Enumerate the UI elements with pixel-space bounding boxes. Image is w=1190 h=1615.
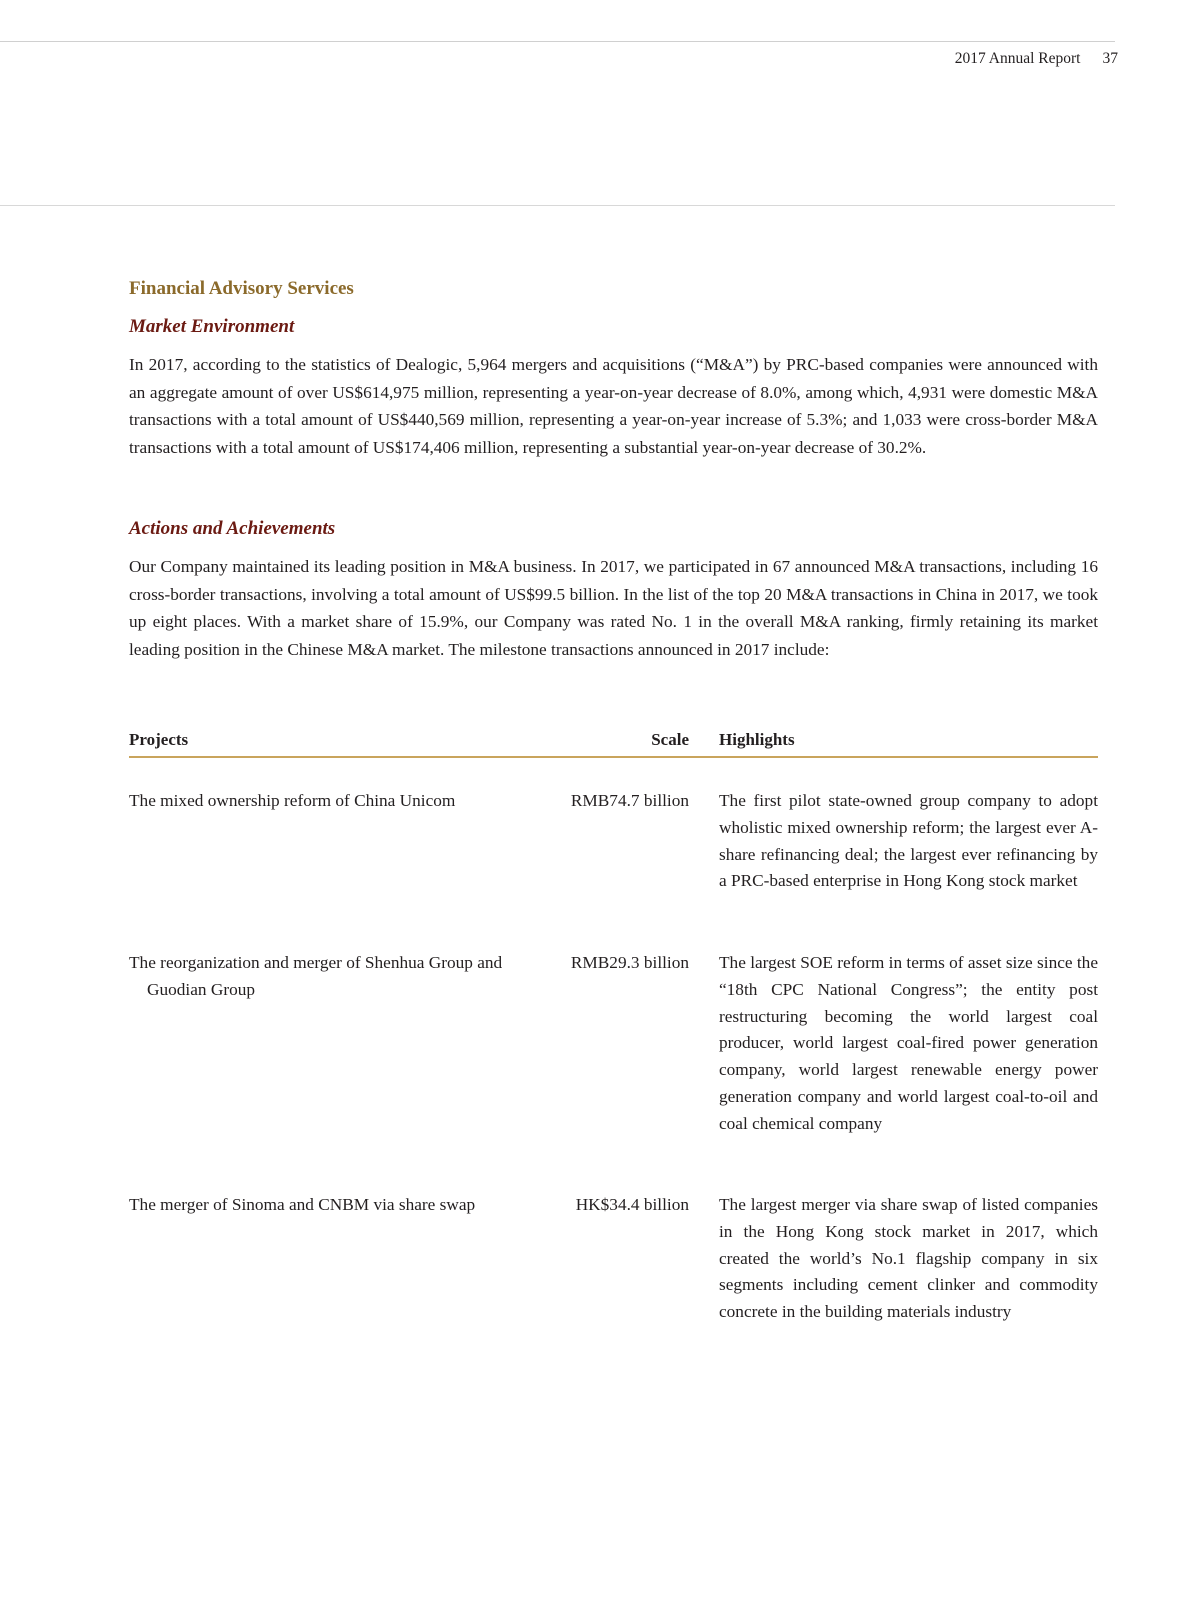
table-header-rule xyxy=(129,756,1098,758)
top-divider xyxy=(0,41,1115,42)
table-header xyxy=(129,730,1098,756)
page-header xyxy=(955,50,1118,68)
market-environment-heading: Market Environment xyxy=(129,316,295,337)
market-environment-paragraph: In 2017, according to the statistics of Dealogic, 5,964 mergers and acquisitions (“M&A”) by PRC-based companies were announced with an aggregate amount of over US$614,975 million, representing a year-on-year decrease of 8.0%, among which, 4,931 were domestic M&A transactions with a total amount of US$440,569 million, representing a year-on-year increase of 5.3%; and 1,033 were cross-border M&A transactions with a total amount of US$174,406 million, representing a substantial year-on-year decrease of 30.2%. xyxy=(129,355,1098,457)
project-scale: RMB29.3 billion xyxy=(570,953,689,972)
actions-paragraph: Our Company maintained its leading position in M&A business. In 2017, we participated in 67 announced M&A transactions, including 16 cross-border transactions, involving a total amount of US$99.5 billion. In the list of the top 20 M&A transactions in China in 2017, we took up eight places. With a market share of 15.9%, our Company was rated No. 1 in the overall M&A ranking, firmly retaining its market leading position in the Chinese M&A market. The milestone transactions announced in 2017 include: xyxy=(129,557,1098,659)
project-name: The mixed ownership reform of China Unicom xyxy=(129,791,456,810)
project-name: The merger of Sinoma and CNBM via share swap xyxy=(129,1195,476,1214)
project-highlights: The largest SOE reform in terms of asset size since the “18th CPC National Congress”; the entity post restructuring becoming the world largest coal producer, world largest coal-fired power generation company, world largest renewable energy power generation company and world largest coal-to-oil and coal chemical company xyxy=(719,953,1098,1133)
project-scale: HK$34.4 billion xyxy=(575,1195,689,1214)
column-header-projects: Projects xyxy=(129,730,189,749)
page-number: 37 xyxy=(1102,50,1118,67)
actions-heading: Actions and Achievements xyxy=(129,518,336,539)
column-header-scale: Scale xyxy=(651,730,689,749)
column-header-highlights: Highlights xyxy=(719,730,795,749)
project-highlights: The largest merger via share swap of listed companies in the Hong Kong stock market in 2017, which created the world’s No.1 flagship company in six segments including cement clinker and commodity concrete in the building materials industry xyxy=(719,1195,1098,1322)
project-name: The reorganization and merger of Shenhua Group and Guodian Group xyxy=(129,953,503,999)
header-divider xyxy=(0,205,1115,206)
report-title: 2017 Annual Report xyxy=(954,50,1081,67)
project-highlights: The first pilot state-owned group company to adopt wholistic mixed ownership reform; the largest ever A-share refinancing deal; the largest ever refinancing by a PRC-based enterprise in Hong Kong stock market xyxy=(719,791,1098,891)
project-scale: RMB74.7 billion xyxy=(570,791,689,810)
section-title: Financial Advisory Services xyxy=(129,278,354,299)
